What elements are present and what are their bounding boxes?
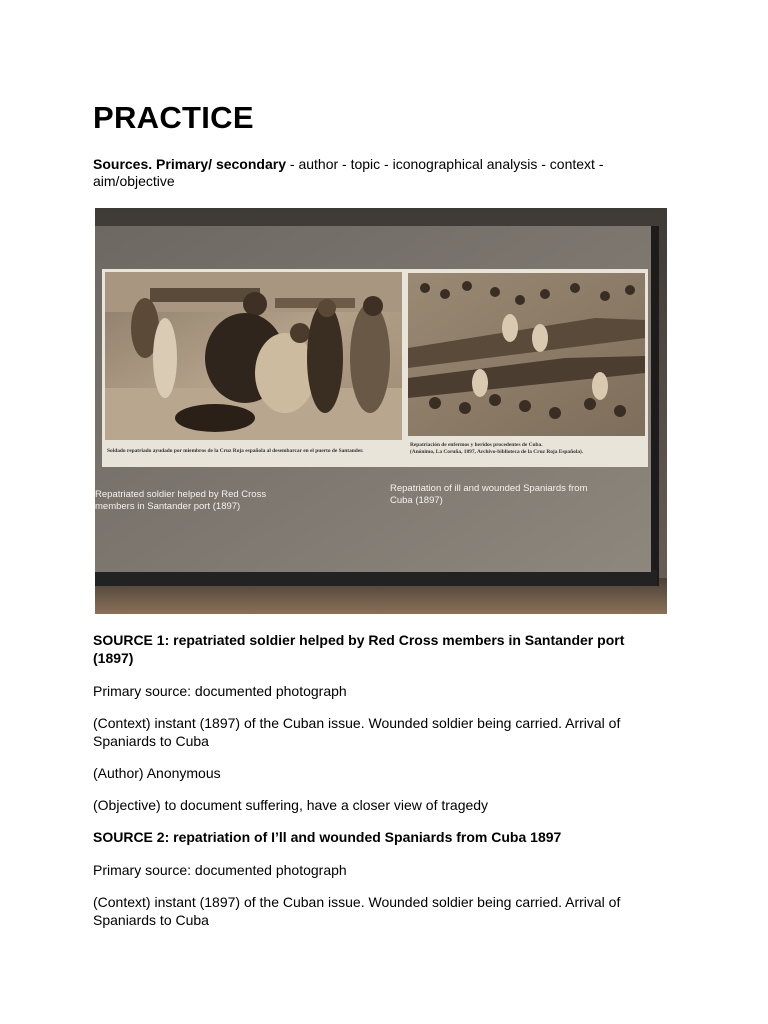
- projection-photo-svg: [95, 208, 667, 614]
- subtitle-bold: Sources. Primary/ secondary: [93, 156, 286, 172]
- right-caption-es-1: Repatriación de enfermos y heridos procedentes de Cuba.: [410, 442, 543, 448]
- right-label-box: [390, 483, 610, 523]
- right-label: Repatriation of ill and wounded Spaniards from Cuba (1897): [390, 483, 588, 506]
- left-historic-photo: [102, 269, 405, 467]
- source1-objective: (Objective) to document suffering, have a closer view of tragedy: [93, 797, 489, 813]
- screen-frame-bottom: [95, 570, 657, 586]
- source2-heading: SOURCE 2: repatriation of I’ll and wounded Spaniards from Cuba 1897: [93, 829, 562, 845]
- subtitle-rest: - author - topic - iconographical analysis - context - aim/objective: [93, 156, 604, 189]
- left-caption-es: Soldado repatriado ayudado por miembros de la Cruz Roja española al desembarcar en el puerto de Santander.: [107, 448, 364, 454]
- source2-context: (Context) instant (1897) of the Cuban issue. Wounded soldier being carried. Arrival of Spaniards to Cuba: [93, 894, 621, 928]
- source1-type: Primary source: documented photograph: [93, 683, 347, 699]
- page-title: PRACTICE: [93, 100, 254, 135]
- projection-photo: [95, 208, 667, 614]
- source2-type: Primary source: documented photograph: [93, 862, 347, 878]
- source1-author: (Author) Anonymous: [93, 765, 221, 781]
- left-label: Repatriated soldier helped by Red Cross members in Santander port (1897): [95, 489, 267, 512]
- right-caption-es-2: (Anónimo, La Coruña, 1897, Archivo-biblioteca de la Cruz Roja Española).: [410, 449, 584, 455]
- source1-heading: SOURCE 1: repatriated soldier helped by Red Cross members in Santander port (1897): [93, 632, 625, 666]
- left-label-box: [95, 489, 305, 529]
- source1-context: (Context) instant (1897) of the Cuban issue. Wounded soldier being carried. Arrival of Spaniards to Cuba: [93, 715, 621, 749]
- subtitle: [93, 156, 653, 190]
- right-historic-photo: [405, 269, 648, 467]
